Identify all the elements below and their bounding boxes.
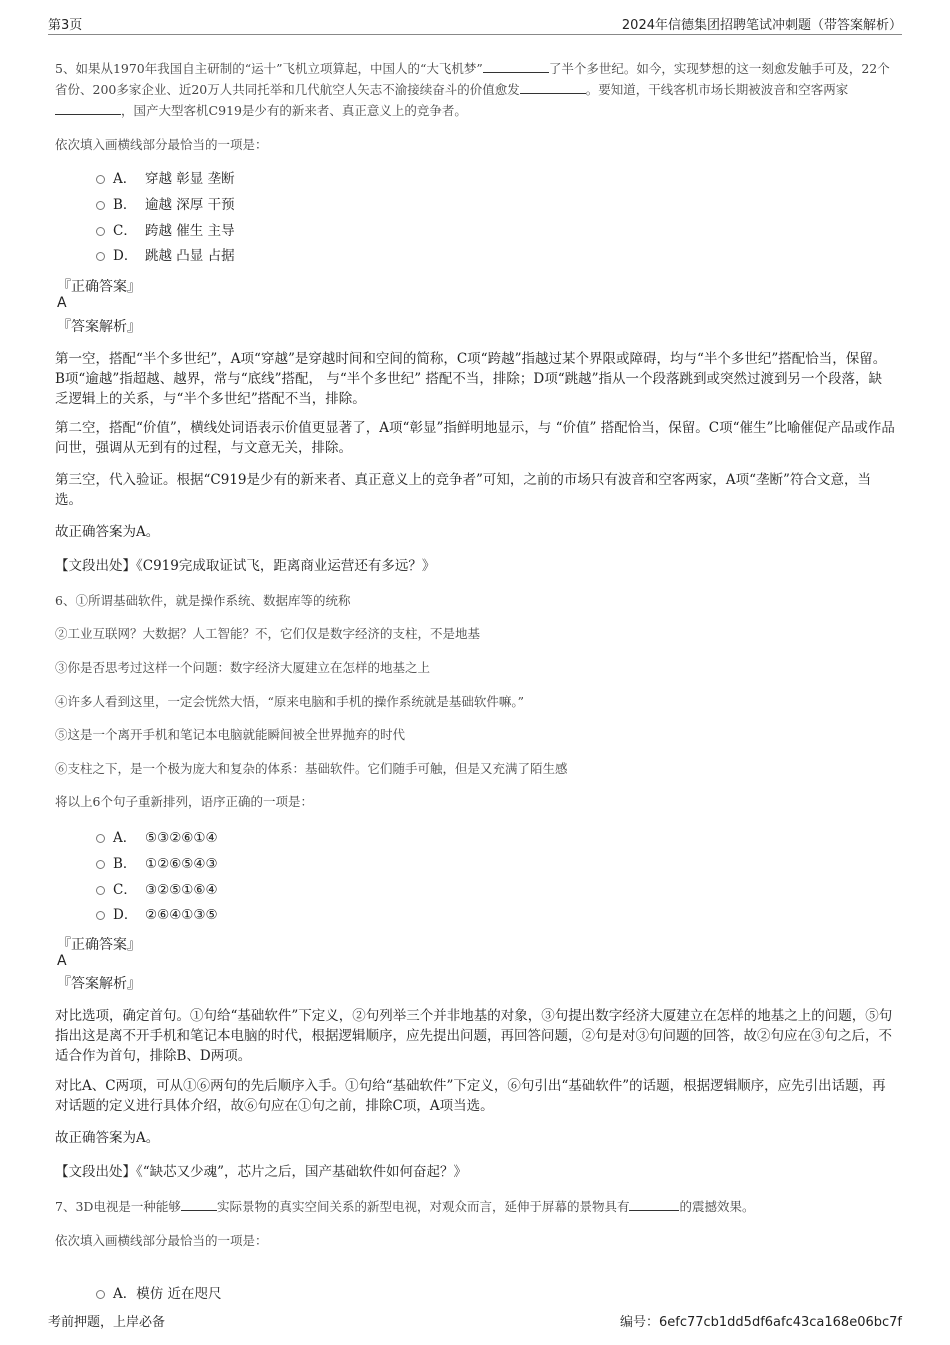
blank	[55, 102, 121, 115]
page-header	[48, 14, 902, 35]
blank	[520, 81, 586, 94]
page-footer	[48, 1311, 902, 1331]
q5-analysis-p3: 第三空，代入验证。根据“C919是少有的新来者、真正意义上的竞争者”可知，之前的市场只有波音和空客两家，A项“垄断”符合文意，当选。	[55, 472, 871, 508]
q5-answer-label: 『正确答案』	[57, 279, 141, 295]
q5-answer: A	[57, 295, 67, 311]
q5-option-a[interactable]: A． 穿越 彰显 垄断	[96, 169, 235, 189]
radio-icon[interactable]	[96, 834, 105, 843]
radio-icon[interactable]	[96, 911, 105, 920]
radio-icon[interactable]	[96, 860, 105, 869]
q6-analysis-p3: 故正确答案为A。	[55, 1130, 160, 1146]
q5-prompt: 依次填入画横线部分最恰当的一项是：	[55, 137, 268, 152]
q6-analysis-p2: 对比A、C两项，可从①⑥两句的先后顺序入手。①句给“基础软件”下定义，⑥句引出“基础软件”的话题，根据逻辑顺序，应先引出话题，再对话题的定义进行具体介绍，故⑥句应在①句之前，排除C项，A项当选。	[55, 1078, 886, 1114]
q6-sentence-2: ②工业互联网？大数据？人工智能？不，它们仅是数字经济的支柱，不是地基	[55, 626, 481, 641]
q6-analysis-label: 『答案解析』	[57, 976, 141, 992]
q6-answer: A	[57, 953, 67, 969]
q6-source: 【文段出处】《“缺芯又少魂”，芯片之后，国产基础软件如何奋起？》	[55, 1164, 468, 1180]
q7-prompt: 依次填入画横线部分最恰当的一项是：	[55, 1233, 268, 1248]
q5-stem: 5、如果从1970年我国自主研制的“运十”飞机立项算起，中国人的“大飞机梦” 了半个多世纪。如今，实现梦想的这一刻愈发触手可及，22个省份、200多家企业、近20万人共同托举和几代航空人矢志不渝接续奋斗的价值愈发 。要知道，干线客机市场长期被波音和空客两家，国产大型客机C919是少有的新来者、真正意义上的竞争者。	[55, 61, 890, 118]
footer-serial: 编号：6efc77cb1dd5df6afc43ca168e06bc7f	[619, 1315, 902, 1330]
page-number: 第3页	[48, 18, 83, 33]
q6-sentence-1: 6、①所谓基础软件，就是操作系统、数据库等的统称	[55, 593, 351, 608]
radio-icon[interactable]	[96, 886, 105, 895]
radio-icon[interactable]	[96, 227, 105, 236]
q6-answer-label: 『正确答案』	[57, 937, 141, 953]
q5-analysis-p4: 故正确答案为A。	[55, 524, 160, 540]
radio-icon[interactable]	[96, 175, 105, 184]
blank	[181, 1198, 217, 1211]
q5-source: 【文段出处】《C919完成取证试飞，距离商业运营还有多远？》	[55, 558, 436, 574]
q6-sentence-6: ⑥支柱之下，是一个极为庞大和复杂的体系：基础软件。它们随手可触，但是又充满了陌生感	[55, 761, 568, 776]
q6-option-c[interactable]: C． ③②⑤①⑥④	[96, 880, 218, 900]
q5-option-c[interactable]: C． 跨越 催生 主导	[96, 221, 235, 241]
q5-analysis-p2: 第二空，搭配“价值”，横线处词语表示价值更显著了，A项“彰显”指鲜明地显示，与 “价值” 搭配恰当，保留。C项“催生”比喻催促产品或作品问世，强调从无到有的过程，与文意无关，排除。	[55, 420, 895, 456]
q7-option-a[interactable]: A．模仿 近在咫尺	[96, 1284, 222, 1304]
q6-prompt: 将以上6个句子重新排列，语序正确的一项是：	[55, 794, 313, 809]
q5-analysis-p1: 第一空，搭配“半个多世纪”，A项“穿越”是穿越时间和空间的简称，C项“跨越”指越过某个界限或障碍，均与“半个多世纪”搭配恰当，保留。B项“逾越”指超越、越界，常与“底线”搭配， 与“半个多世纪” 搭配不当，排除；D项“跳越”指从一个段落跳到或突然过渡到另一个段落，缺乏逻辑上的关系，与“半个多世纪”搭配不当，排除。	[55, 351, 887, 407]
q6-sentence-4: ④许多人看到这里，一定会恍然大悟，“原来电脑和手机的操作系统就是基础软件嘛。”	[55, 694, 525, 709]
q5-option-b[interactable]: B． 逾越 深厚 干预	[96, 195, 235, 215]
q6-analysis-p1: 对比选项，确定首句。①句给“基础软件”下定义，②句列举三个并非地基的对象，③句提出数字经济大厦建立在怎样的地基之上的问题，⑤句指出这是离不开手机和笔记本电脑的时代，根据逻辑顺序，应先提出问题，再回答问题，②句是对③句问题的回答，故②句应在③句之后，不适合作为首句，排除B、D两项。	[55, 1008, 893, 1064]
radio-icon[interactable]	[96, 252, 105, 261]
radio-icon[interactable]	[96, 1290, 105, 1299]
blank	[483, 60, 549, 73]
q6-sentence-5: ⑤这是一个离开手机和笔记本电脑就能瞬间被全世界抛弃的时代	[55, 727, 406, 742]
q6-sentence-3: ③你是否思考过这样一个问题：数字经济大厦建立在怎样的地基之上	[55, 660, 431, 675]
q6-option-b[interactable]: B． ①②⑥⑤④③	[96, 854, 218, 874]
blank	[629, 1198, 679, 1211]
radio-icon[interactable]	[96, 201, 105, 210]
q6-option-a[interactable]: A． ⑤③②⑥①④	[96, 828, 218, 848]
document-title: 2024年信德集团招聘笔试冲刺题（带答案解析）	[621, 18, 902, 33]
footer-slogan: 考前押题，上岸必备	[48, 1315, 166, 1330]
q5-option-d[interactable]: D． 跳越 凸显 占据	[96, 246, 235, 266]
q6-option-d[interactable]: D． ②⑥④①③⑤	[96, 905, 218, 925]
q7-stem: 7、3D电视是一种能够 实际景物的真实空间关系的新型电视，对观众而言，延伸于屏幕的景物具有 的震撼效果。	[55, 1199, 755, 1214]
q5-analysis-label: 『答案解析』	[57, 319, 141, 335]
